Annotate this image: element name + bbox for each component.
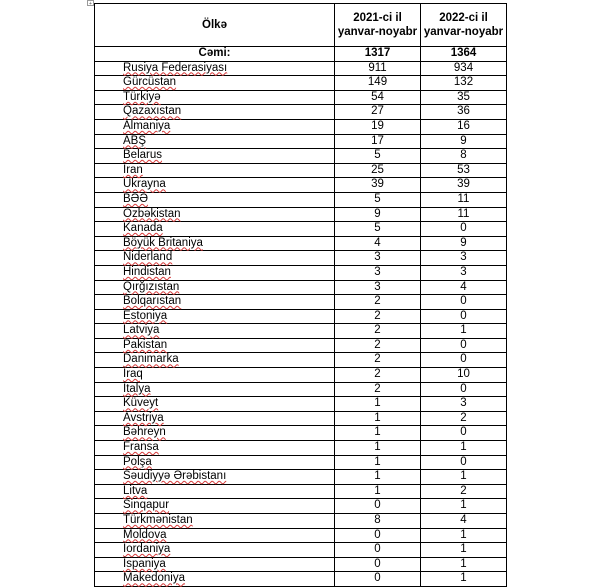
country-name: İtalya: [123, 382, 151, 395]
country-statistics-table: [94, 3, 507, 587]
value-2022-cell: 1: [421, 572, 507, 587]
header-2021: 2021-ci il yanvar-noyabr: [335, 4, 421, 47]
country-name: Danimarka: [123, 353, 179, 366]
value-2021-cell: 2: [335, 353, 421, 368]
value-2022-cell: 53: [421, 163, 507, 178]
table-row: [95, 324, 507, 339]
value-2022-cell: 8: [421, 149, 507, 164]
value-2022-cell: 11: [421, 192, 507, 207]
country-name: Litva: [123, 484, 148, 497]
header-2022: 2022-ci il yanvar-noyabr: [421, 4, 507, 47]
table-row: [95, 222, 507, 237]
table-row: [95, 178, 507, 193]
value-2022-cell: 0: [421, 382, 507, 397]
table-row: [95, 557, 507, 572]
country-name: Sinqapur: [123, 499, 170, 512]
value-2021-cell: 1: [335, 484, 421, 499]
country-cell: [95, 178, 335, 193]
country-cell: [95, 411, 335, 426]
value-2022-cell: 0: [421, 426, 507, 441]
value-2021-cell: 1: [335, 397, 421, 412]
country-cell: [95, 353, 335, 368]
table-row: [95, 265, 507, 280]
country-name: Böyük Britaniya: [123, 236, 203, 249]
country-name: Fransa: [123, 441, 159, 454]
country-name: Türkiyə: [123, 90, 161, 103]
country-cell: [95, 514, 335, 529]
country-name: Gürcüstan: [123, 76, 177, 89]
table-row: [95, 251, 507, 266]
table-row: [95, 470, 507, 485]
value-2021-cell: 0: [335, 528, 421, 543]
table-row: [95, 382, 507, 397]
country-name: Belarus: [123, 149, 162, 162]
country-cell: [95, 90, 335, 105]
table-row: [95, 90, 507, 105]
country-cell: [95, 338, 335, 353]
country-cell: [95, 368, 335, 383]
country-name: BƏƏ: [123, 192, 148, 205]
value-2021-cell: 2: [335, 295, 421, 310]
country-name: Avstriya: [123, 411, 164, 424]
table-row: [95, 119, 507, 134]
country-cell: [95, 61, 335, 76]
country-cell: [95, 295, 335, 310]
value-2022-cell: 1: [421, 441, 507, 456]
value-2022-cell: 1: [421, 470, 507, 485]
country-cell: [95, 222, 335, 237]
country-cell: [95, 484, 335, 499]
country-name: Niderland: [123, 251, 173, 264]
table-row: [95, 397, 507, 412]
country-cell: [95, 149, 335, 164]
value-2021-cell: 1: [335, 426, 421, 441]
value-2022-cell: 39: [421, 178, 507, 193]
value-2021-cell: 4: [335, 236, 421, 251]
table-row: [95, 295, 507, 310]
total-row: [95, 47, 507, 62]
table-row: [95, 61, 507, 76]
country-cell: [95, 426, 335, 441]
value-2021-cell: 2: [335, 324, 421, 339]
country-name: Özbəkistan: [123, 207, 181, 220]
value-2022-cell: 0: [421, 309, 507, 324]
country-name: Rusiya Federasiyası: [123, 61, 228, 74]
country-name: İran: [123, 163, 143, 176]
country-name: Latviya: [123, 324, 160, 337]
value-2022-cell: 0: [421, 353, 507, 368]
country-cell: [95, 207, 335, 222]
value-2021-cell: 2: [335, 309, 421, 324]
value-2021-cell: 8: [335, 514, 421, 529]
value-2021-cell: 3: [335, 265, 421, 280]
value-2022-cell: 35: [421, 90, 507, 105]
value-2022-cell: 3: [421, 251, 507, 266]
value-2021-cell: 149: [335, 76, 421, 91]
value-2021-cell: 2: [335, 368, 421, 383]
value-2022-cell: 4: [421, 514, 507, 529]
table-row: [95, 76, 507, 91]
table-row: [95, 572, 507, 587]
value-2021-cell: 54: [335, 90, 421, 105]
country-name: Makedoniya: [123, 572, 186, 585]
table-row: [95, 499, 507, 514]
table-row: [95, 207, 507, 222]
value-2022-cell: 2: [421, 484, 507, 499]
country-name: Pakistan: [123, 338, 168, 351]
value-2022-cell: 934: [421, 61, 507, 76]
country-cell: [95, 557, 335, 572]
table-row: [95, 280, 507, 295]
value-2021-cell: 0: [335, 543, 421, 558]
table-row: [95, 543, 507, 558]
value-2022-cell: 1: [421, 543, 507, 558]
value-2021-cell: 5: [335, 149, 421, 164]
value-2022-cell: 3: [421, 397, 507, 412]
country-cell: [95, 382, 335, 397]
table-row: [95, 149, 507, 164]
value-2021-cell: 1: [335, 455, 421, 470]
table-row: [95, 528, 507, 543]
value-2021-cell: 5: [335, 192, 421, 207]
value-2022-cell: 3: [421, 265, 507, 280]
value-2021-cell: 1: [335, 411, 421, 426]
country-cell: [95, 265, 335, 280]
value-2022-cell: 16: [421, 119, 507, 134]
value-2022-cell: 0: [421, 222, 507, 237]
country-cell: [95, 324, 335, 339]
country-name: Estoniya: [123, 309, 168, 322]
country-name: Qırğızıstan: [123, 280, 180, 293]
country-name: ABŞ: [123, 134, 147, 147]
value-2021-cell: 0: [335, 499, 421, 514]
value-2022-cell: 1: [421, 499, 507, 514]
value-2022-cell: 1: [421, 557, 507, 572]
country-name: Polşa: [123, 455, 152, 468]
value-2021-cell: 9: [335, 207, 421, 222]
value-2021-cell: 19: [335, 119, 421, 134]
value-2021-cell: 27: [335, 105, 421, 120]
country-name: İraq: [123, 368, 143, 381]
value-2021-cell: 25: [335, 163, 421, 178]
country-cell: [95, 251, 335, 266]
total-label: Cəmi:: [95, 47, 335, 62]
value-2021-cell: 17: [335, 134, 421, 149]
country-name: Bəhreyn: [123, 426, 166, 439]
value-2021-cell: 3: [335, 251, 421, 266]
country-cell: [95, 280, 335, 295]
value-2022-cell: 11: [421, 207, 507, 222]
country-name: Kanada: [123, 222, 163, 235]
value-2021-cell: 1: [335, 470, 421, 485]
country-name: Almaniya: [123, 119, 171, 132]
country-name: İspaniya: [123, 557, 166, 570]
value-2021-cell: 0: [335, 557, 421, 572]
table-row: [95, 353, 507, 368]
table-row: [95, 338, 507, 353]
header-row: [95, 4, 507, 47]
country-name: Küveyt: [123, 397, 159, 410]
value-2022-cell: 0: [421, 455, 507, 470]
table-row: [95, 484, 507, 499]
value-2021-cell: 2: [335, 382, 421, 397]
table-row: [95, 105, 507, 120]
country-name: Səudiyyə Ərəbistanı: [123, 470, 227, 483]
value-2022-cell: 2: [421, 411, 507, 426]
country-cell: [95, 236, 335, 251]
table-row: [95, 411, 507, 426]
value-2022-cell: 1: [421, 324, 507, 339]
table-row: [95, 309, 507, 324]
value-2022-cell: 9: [421, 236, 507, 251]
table-row: [95, 441, 507, 456]
table-row: [95, 236, 507, 251]
value-2021-cell: 5: [335, 222, 421, 237]
value-2022-cell: 36: [421, 105, 507, 120]
country-cell: [95, 543, 335, 558]
country-cell: [95, 192, 335, 207]
value-2022-cell: 0: [421, 338, 507, 353]
table-row: [95, 426, 507, 441]
value-2021-cell: 911: [335, 61, 421, 76]
table-row: [95, 192, 507, 207]
country-name: Moldova: [123, 528, 167, 541]
table-body: [95, 47, 507, 587]
value-2021-cell: 3: [335, 280, 421, 295]
value-2021-cell: 1: [335, 441, 421, 456]
country-cell: [95, 309, 335, 324]
country-cell: [95, 499, 335, 514]
country-name: Bolqarıstan: [123, 295, 182, 308]
country-cell: [95, 119, 335, 134]
value-2022-cell: 132: [421, 76, 507, 91]
country-name: Türkmənistan: [123, 514, 193, 526]
country-name: Hindistan: [123, 265, 171, 278]
table-move-handle[interactable]: +: [87, 0, 94, 6]
country-cell: [95, 397, 335, 412]
value-2022-cell: 0: [421, 295, 507, 310]
value-2022-cell: 4: [421, 280, 507, 295]
value-2022-cell: 1: [421, 528, 507, 543]
value-2021-cell: 2: [335, 338, 421, 353]
country-cell: [95, 105, 335, 120]
country-cell: [95, 134, 335, 149]
table-row: [95, 163, 507, 178]
value-2022-cell: 9: [421, 134, 507, 149]
table-row: [95, 134, 507, 149]
header-country: Ölkə: [95, 4, 335, 47]
table-row: [95, 514, 507, 529]
country-cell: [95, 441, 335, 456]
country-name: Qazaxıstan: [123, 105, 182, 118]
table-row: [95, 455, 507, 470]
country-name: İordaniya: [123, 543, 171, 556]
country-cell: [95, 76, 335, 91]
total-2022: 1364: [421, 47, 507, 62]
value-2022-cell: 10: [421, 368, 507, 383]
country-cell: [95, 163, 335, 178]
total-2021: 1317: [335, 47, 421, 62]
country-cell: [95, 572, 335, 587]
country-cell: [95, 528, 335, 543]
value-2021-cell: 0: [335, 572, 421, 587]
table-row: [95, 368, 507, 383]
country-cell: [95, 455, 335, 470]
country-name: Ukrayna: [123, 178, 166, 191]
country-cell: [95, 470, 335, 485]
value-2021-cell: 39: [335, 178, 421, 193]
